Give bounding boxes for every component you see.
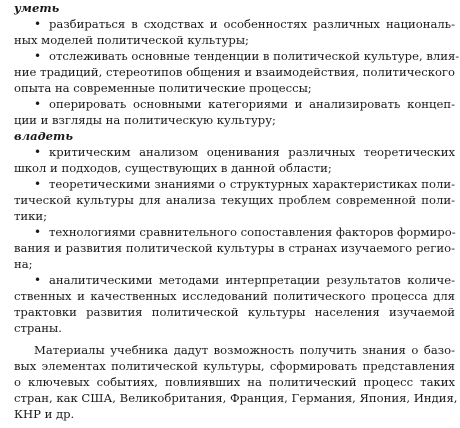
heading-umet: уметь	[14, 1, 60, 15]
bullet-icon: •	[34, 177, 42, 191]
list-item-text: ции и взгляды на политическую культуру;	[14, 113, 276, 127]
list-item-text: ние традиций, стереотипов общения и взаимодействия, политического	[14, 65, 455, 79]
bullet-icon: •	[34, 145, 42, 159]
list-item-text: теоретическими знаниями о структурных характеристиках поли-	[49, 177, 455, 191]
list-item-text: ных моделей политической культуры;	[14, 33, 249, 47]
list-item-text: критическим анализом оценивания различных теоретических	[49, 145, 455, 159]
paragraph-line: стран, как США, Великобритания, Франция, Германия, Япония, Индия,	[14, 391, 458, 405]
list-item-text: отслеживать основные тенденции в политической культуре, влия-	[49, 49, 460, 63]
list-item-text: опыта на современные политические процессы;	[14, 81, 312, 95]
list-item-text: тической культуры для анализа текущих проблем современной поли-	[14, 193, 455, 207]
paragraph-line: вых элементах политической культуры, сформировать представления	[14, 359, 455, 373]
bullet-icon: •	[34, 49, 42, 63]
bullet-icon: •	[34, 17, 42, 31]
list-item-text: технологиями сравнительного сопоставления факторов формиро-	[49, 225, 456, 239]
list-item-text: разбираться в сходствах и особенностях различных националь-	[49, 17, 455, 31]
paragraph-line: КНР и др.	[14, 407, 75, 421]
heading-vladet: владеть	[14, 129, 73, 143]
bullet-icon: •	[34, 225, 42, 239]
list-item-text: вания и развития политической культуры в странах изучаемого регио-	[14, 241, 455, 255]
list-item-text: страны.	[14, 321, 62, 335]
list-item-text: аналитическими методами интерпретации результатов количе-	[49, 273, 455, 287]
bullet-icon: •	[34, 97, 42, 111]
paragraph-line: о ключевых событиях, повлиявших на политический процесс таких	[14, 375, 455, 389]
list-item-text: трактовки развития политической культуры населения изучаемой	[14, 305, 455, 319]
bullet-icon: •	[34, 273, 42, 287]
list-item-text: оперировать основными категориями и анализировать концеп-	[49, 97, 455, 111]
list-item-text: на;	[14, 257, 33, 271]
list-item-text: ственных и качественных исследований политического процесса для	[14, 289, 455, 303]
paragraph-line: Материалы учебника дадут возможность получить знания о базо-	[34, 343, 455, 357]
list-item-text: тики;	[14, 209, 48, 223]
list-item-text: школ и подходов, существующих в данной области;	[14, 161, 332, 175]
